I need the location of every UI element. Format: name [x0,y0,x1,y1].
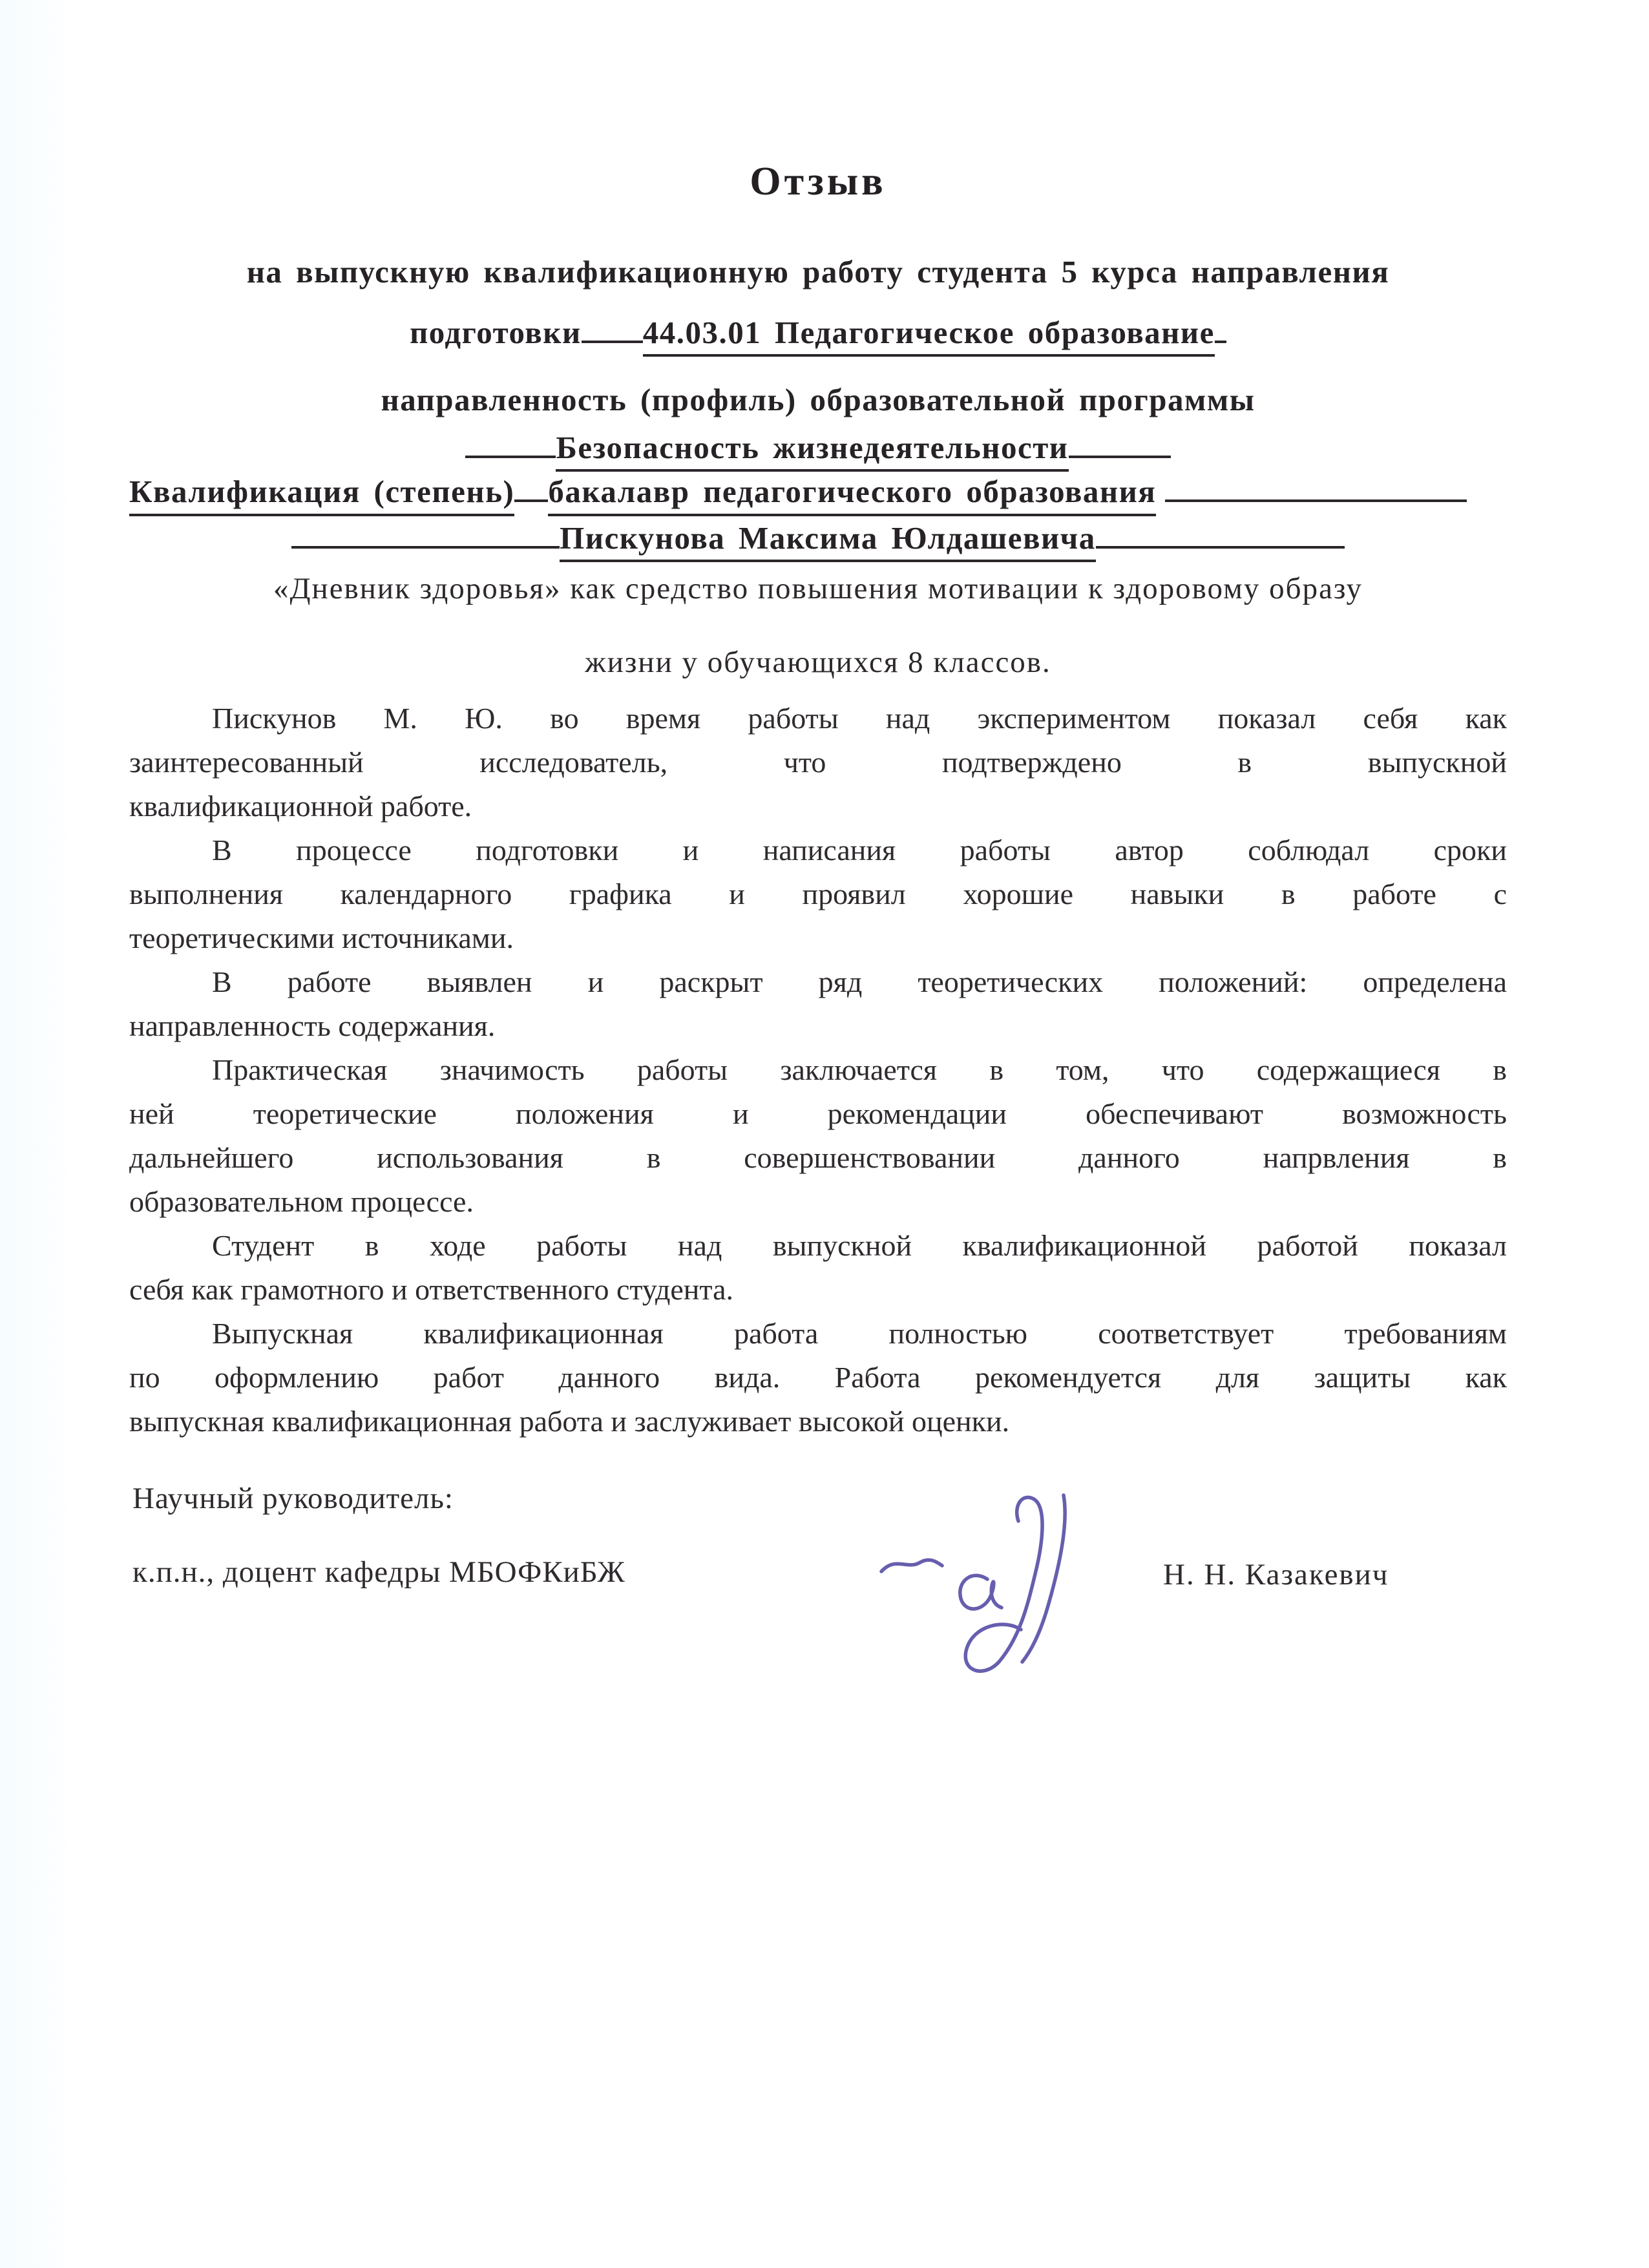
review-body-text [129,697,1507,1444]
signature-stroke-main-flourish [965,1497,1042,1671]
body-line: образовательном процессе. [129,1185,474,1218]
thesis-title-line2: жизни у обучающихся 8 классов. [585,646,1051,679]
blank-underline [291,514,560,549]
qualification-label: Квалификация (степень) [129,473,514,516]
body-line: направленность содержания. [129,1009,496,1042]
supervisor-position: к.п.н., доцент кафедры МБОФКиБЖ [132,1555,625,1589]
body-line: Студент в ходе работы над выпускной квалификационной работой показал [212,1229,1507,1262]
document-title: Отзыв [750,160,887,204]
body-line: выполнения календарного графика и проявил хорошие навыки в работе с [129,877,1507,910]
body-line: ней теоретические положения и рекомендации обеспечивают возможность [129,1097,1507,1130]
qualification-value: бакалавр педагогического образования [548,473,1156,516]
supervisor-label: Научный руководитель: [132,1482,454,1515]
body-line: по оформлению работ данного вида. Работа рекомендуется для защиты как [129,1361,1507,1394]
blank-underline [1215,309,1226,343]
header-line-profile-value [129,424,1507,466]
body-line: В работе выявлен и раскрыт ряд теоретических положений: определена [212,965,1507,998]
header-line-program-code [129,309,1507,351]
body-line: дальнейшего использования в совершенствовании данного напрвления в [129,1141,1507,1174]
profile-value: Безопасность жизнедеятельности [556,430,1068,472]
signature-stroke-a-loop [960,1575,1002,1609]
blank-underline [1096,514,1345,549]
blank-underline [582,309,643,343]
supervisor-name: Н. Н. Казакевич [1163,1558,1389,1591]
thesis-title-line1: «Дневник здоровья» как средство повышения мотивации к здоровому образу [273,572,1363,605]
body-line: Выпускная квалификационная работа полностью соответствует требованиям [212,1317,1507,1350]
body-line: Пискунов М. Ю. во время работы над экспериментом показал себя как [212,702,1507,735]
header-line-work-description: на выпускную квалификационную работу студента 5 курса направления [246,254,1390,289]
signature-stroke-wave [881,1560,942,1571]
program-code-value: 44.03.01 Педагогическое образование [643,315,1215,357]
scan-edge-tint [0,0,78,2268]
blank-underline [465,424,556,458]
body-line: теоретическими источниками. [129,921,514,954]
student-name-value: Пискунова Максима Юлдашевича [560,520,1096,562]
program-code-prefix: подготовки [410,315,582,350]
header-line-profile-label: направленность (профиль) образовательной программы [381,382,1255,417]
handwritten-signature [859,1484,1131,1684]
body-line: В процессе подготовки и написания работы автор соблюдал сроки [212,834,1507,866]
body-line: Практическая значимость работы заключается в том, что содержащиеся в [212,1053,1507,1086]
trailing-underline [1165,468,1467,502]
header-line-student-name [129,514,1507,556]
body-line: квалификационной работе. [129,790,472,823]
header-line-qualification [129,468,1507,516]
blank-underline [514,468,548,502]
body-line: себя как грамотного и ответственного студента. [129,1273,733,1306]
blank-underline [1069,424,1171,458]
body-line: заинтересованный исследователь, что подтверждено в выпускной [129,746,1507,779]
body-line: выпускная квалификационная работа и заслуживает высокой оценки. [129,1405,1010,1438]
